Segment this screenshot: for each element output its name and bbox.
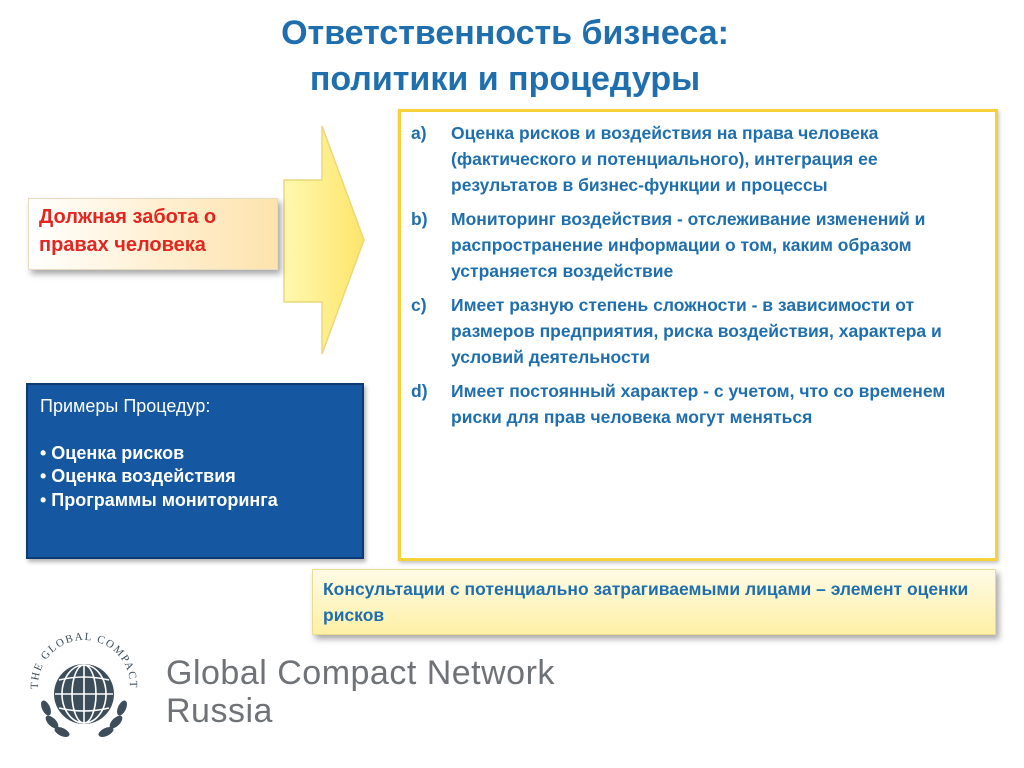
list-item (411, 120, 983, 198)
list-marker: c) (411, 295, 427, 315)
right-arrow-icon (276, 122, 376, 358)
list-marker: b) (411, 209, 428, 229)
list-marker: a) (411, 123, 427, 143)
requirements-list (398, 109, 998, 561)
procedure-item: • Программы мониторинга (40, 489, 278, 510)
list-marker: d) (411, 381, 428, 401)
list-item (411, 378, 983, 430)
title-line-2: политики и процедуры (309, 60, 701, 98)
list-item (411, 292, 983, 370)
title-line-1: Ответственность бизнеса: (281, 14, 729, 52)
due-diligence-label: Должная забота о правах человека (39, 206, 217, 256)
list-text: Имеет разную степень сложности - в зависимости от размеров предприятия, риска воздействия, характера и условий деятельности (451, 295, 942, 367)
list-text: Оценка рисков и воздействия на права человека (фактического и потенциального), интеграция ее результатов в бизнес-функции и процессы (451, 123, 879, 195)
procedure-item: • Оценка воздействия (40, 466, 236, 486)
procedures-header: Примеры Процедур: (40, 396, 211, 416)
consultation-text: Консультации с потенциально затрагиваемыми лицами – элемент оценки рисков (323, 579, 969, 625)
brand-name (166, 654, 555, 730)
globe-laurel-icon (24, 628, 144, 746)
brand-line-2: Russia (166, 692, 273, 730)
brand-line-1: Global Compact Network (166, 654, 555, 692)
list-item (411, 206, 983, 284)
consultation-note (312, 569, 996, 635)
procedures-panel (26, 383, 364, 559)
list-text: Мониторинг воздействия - отслеживание изменений и распространение информации о том, каким образом устраняется воздействие (451, 209, 926, 281)
page-title (0, 10, 1010, 102)
due-diligence-box (28, 198, 278, 270)
procedure-item: • Оценка рисков (40, 442, 185, 463)
list-text: Имеет постоянный характер - с учетом, что со временем риски для прав человека могут меняться (451, 381, 946, 427)
seal-text: THE GLOBAL COMPACT (28, 630, 140, 690)
